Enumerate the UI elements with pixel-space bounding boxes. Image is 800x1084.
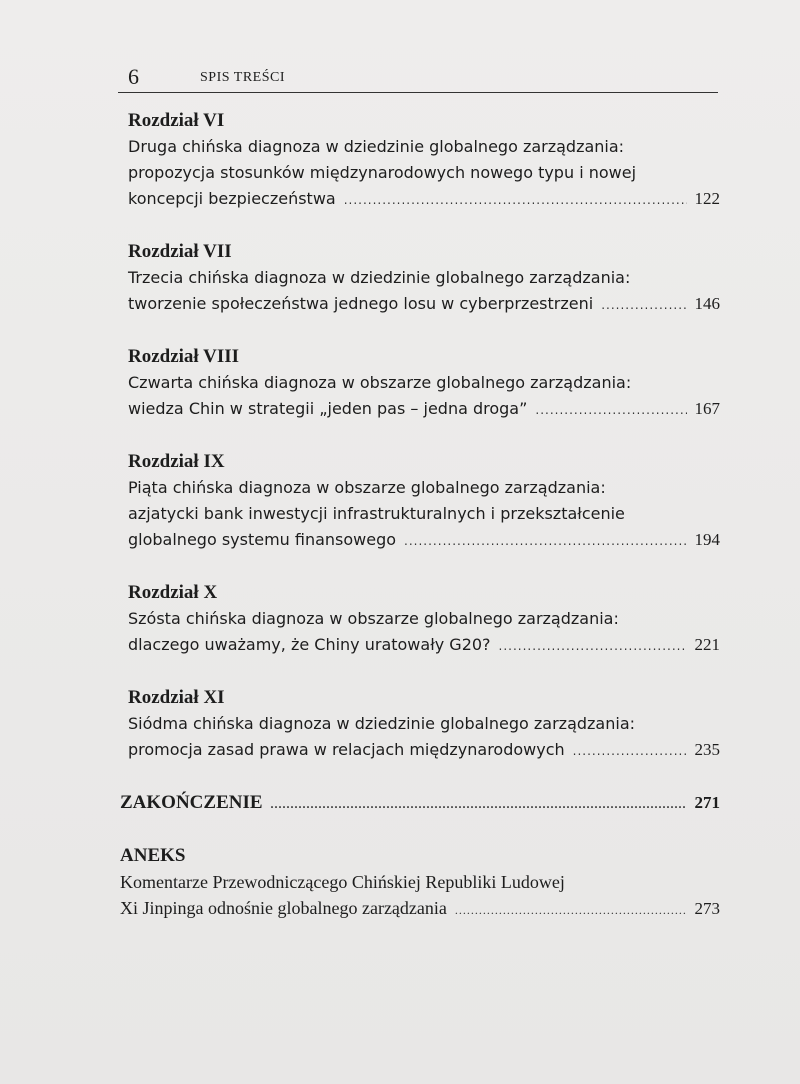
chapter-label: Rozdział VIII [128, 346, 240, 367]
dot-leader [499, 633, 687, 659]
chapter-title-line: Druga chińska diagnoza w dziedzinie globalnego zarządzania: [128, 137, 625, 156]
toc-entry-annex [120, 843, 720, 923]
chapter-title-line: Siódma chińska diagnoza w dziedzinie globalnego zarządzania: [128, 714, 636, 733]
chapter-title-text: globalnego systemu finansowego [128, 530, 397, 549]
chapter-title-last-line [128, 632, 720, 659]
toc-entry-chapter-11 [128, 685, 720, 764]
chapter-label: Rozdział XI [128, 687, 225, 708]
toc-entry-conclusion [120, 790, 720, 817]
chapter-title-line: azjatycki bank inwestycji infrastrukturalnych i przekształcenie [128, 504, 625, 523]
chapter-title-last-line [128, 186, 720, 213]
running-head: SPIS TREŚCI [200, 70, 285, 85]
chapter-label: Rozdział IX [128, 451, 225, 472]
chapter-title-last-line [128, 527, 720, 554]
annex-label: ANEKS [120, 845, 186, 866]
chapter-title-line: Trzecia chińska diagnoza w dziedzinie globalnego zarządzania: [128, 268, 631, 287]
chapter-title-last-line [128, 291, 720, 318]
chapter-title-text: koncepcji bezpieczeństwa [128, 189, 336, 208]
dot-leader [455, 897, 687, 923]
toc-entry-chapter-8 [128, 344, 720, 423]
annex-title-last-line [120, 895, 720, 923]
page-ref: 146 [694, 294, 720, 313]
dot-leader [601, 292, 686, 318]
chapter-title-line: Czwarta chińska diagnoza w obszarze globalnego zarządzania: [128, 373, 632, 392]
conclusion-label: ZAKOŃCZENIE [120, 792, 263, 813]
chapter-label: Rozdział VII [128, 241, 232, 262]
page-header [118, 62, 718, 93]
table-of-contents [120, 108, 720, 949]
page-ref: 271 [694, 793, 720, 812]
toc-entry-chapter-9 [128, 449, 720, 554]
dot-leader [344, 187, 687, 213]
toc-entry-chapter-6 [128, 108, 720, 213]
toc-entry-chapter-10 [128, 580, 720, 659]
chapter-title-last-line [128, 396, 720, 423]
page-ref: 122 [694, 189, 720, 208]
chapter-title-line: Piąta chińska diagnoza w obszarze globalnego zarządzania: [128, 478, 606, 497]
chapter-title-line: Szósta chińska diagnoza w obszarze globalnego zarządzania: [128, 609, 619, 628]
page-ref: 167 [694, 399, 720, 418]
chapter-title-last-line [128, 737, 720, 764]
page-ref: 235 [694, 740, 720, 759]
page-ref: 194 [694, 530, 720, 549]
page-ref: 221 [694, 635, 720, 654]
conclusion-line [120, 790, 720, 817]
toc-entry-chapter-7 [128, 239, 720, 318]
chapter-label: Rozdział X [128, 582, 218, 603]
dot-leader [535, 397, 686, 423]
dot-leader [404, 528, 686, 554]
chapter-label: Rozdział VI [128, 110, 225, 131]
chapter-title-text: wiedza Chin w strategii „jeden pas – jedna droga” [128, 399, 528, 418]
annex-title-line: Komentarze Przewodniczącego Chińskiej Republiki Ludowej [120, 872, 565, 892]
page-number: 6 [128, 64, 139, 89]
dot-leader [573, 738, 687, 764]
chapter-title-line: propozycja stosunków międzynarodowych nowego typu i nowej [128, 163, 637, 182]
annex-title-text: Xi Jinpinga odnośnie globalnego zarządzania [120, 898, 447, 918]
page-ref: 273 [694, 899, 720, 918]
dot-leader [271, 791, 687, 817]
chapter-title-text: promocja zasad prawa w relacjach międzynarodowych [128, 740, 565, 759]
chapter-title-text: tworzenie społeczeństwa jednego losu w cyberprzestrzeni [128, 294, 594, 313]
chapter-title-text: dlaczego uważamy, że Chiny uratowały G20? [128, 635, 491, 654]
